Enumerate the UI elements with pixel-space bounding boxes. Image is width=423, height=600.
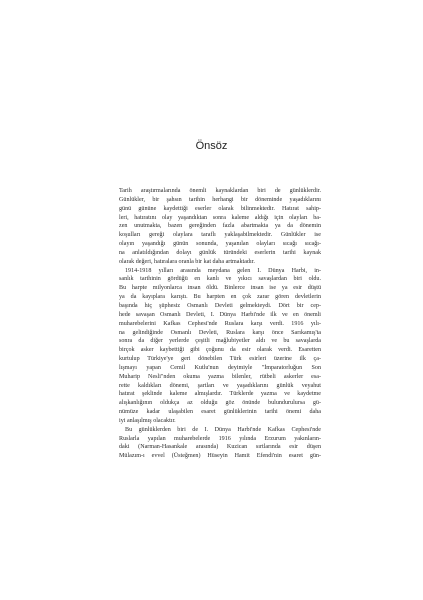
- text-line: leri, hatıratını olay yaşandıktan sonra kaleme aldığı için olayları ba-: [119, 214, 321, 221]
- text-line: na gelindiğinde Osmanlı Devleti, Ruslara karşı önce Sarıkamış'ta: [119, 329, 321, 336]
- text-line: iyi anlaşılmış olacaktır.: [119, 417, 176, 424]
- text-line: Günlükler, bir şahsın tarihin herhangi bir döneminde yaşadıklarını: [119, 196, 321, 203]
- text-line: kurtulup Türkiye'ye geri dönebilen Türk esirleri üzerine ilk ça-: [119, 356, 321, 363]
- text-line: Tarih araştırmalarında önemli kaynaklardan biri de günlüklerdir.: [119, 188, 321, 194]
- text-line: olayın yaşandığı günün sonunda, yaşanılan olayları sıcağı sıcağı-: [119, 241, 321, 248]
- text-line: olarak değeri, hatıralara oranla bir kat daha artmaktadır.: [119, 258, 255, 265]
- text-line: nümüze kadar ulaşabilen esaret günlüklerinin tarihi önemi daha: [119, 409, 321, 416]
- text-line: rette kaldıkları dönemi, şartları ve yaşadıklarını günlük veyahut: [119, 382, 321, 389]
- text-line: 1914-1918 yılları arasında meydana gelen I. Dünya Harbi, in-: [125, 267, 321, 274]
- text-line: Ruslarla yapılan muharebelerde 1916 yılında Erzurum yakınların-: [119, 435, 321, 442]
- text-line: hede savaşan Osmanlı Devleti, I. Dünya Harbi'nde ilk ve en önemli: [119, 311, 321, 318]
- preface-body: [119, 187, 321, 461]
- text-line: günü gününe kaydettiği eserler olarak bilinmektedir. Hatırat sahip-: [119, 205, 321, 212]
- text-line: lışmayı yapan Cemil Kutlu'nun deyimiyle "İmparatorluğun Son: [119, 364, 321, 371]
- text-line: Bu harpte milyonlarca insan öldü. Binlerce insan ise ya esir düştü: [119, 285, 321, 292]
- text-line: başında hiç şüphesiz Osmanlı Devleti gelmekteydi. Dört bir cep-: [119, 302, 321, 309]
- text-line: sanlık tarihinin gördüğü en kanlı ve yıkıcı savaşlardan biri oldu.: [119, 276, 321, 283]
- text-line: alışkanlığının oldukça az olduğu göz önünde bulundurulursa gü-: [119, 400, 321, 407]
- text-line: hatırat şeklinde kaleme almışlardır. Türklerde yazma ve kaydetme: [119, 391, 321, 398]
- text-line: koşulları gereği olaylara taraflı yaklaşabilmektedir. Günlükler ise: [119, 232, 321, 239]
- text-line: daki (Narman-Hasankale arasında) Kuzican sırtlarında esir düşen: [119, 444, 321, 451]
- text-line: Mülazım-ı evvel (Üsteğmen) Hüseyin Hamit Efendi'nin esaret gün-: [119, 453, 321, 460]
- text-line: ya da kayıplara karıştı. Bu harpten en çok zarar gören devletlerin: [119, 294, 321, 301]
- page-title: Önsöz: [195, 140, 228, 152]
- text-line: zen unutmakta, bazen gereğinden fazla abartmakta ya da dönemin: [119, 223, 321, 230]
- text-line: muharebelerini Kafkas Cephesi'nde Ruslara karşı verdi. 1916 yılı-: [119, 320, 321, 327]
- text-line: Bu günlüklerden biri de I. Dünya Harbi'nde Kafkas Cephesi'nde: [125, 426, 321, 433]
- text-line: na anlatıldığından dolayı günlük türündeki eserlerin tarihi kaynak: [119, 249, 321, 256]
- text-line: birçok asker kaybettiği gibi çoğunu da esir olarak verdi. Esaretten: [119, 347, 321, 354]
- text-line: sonra da diğer yerlerde çeşitli mağlubiyetler aldı ve bu savaşlarda: [119, 338, 321, 345]
- text-line: Muharip Nesli"nden okuma yazma bilenler, rütbeli askerler esa-: [119, 373, 321, 380]
